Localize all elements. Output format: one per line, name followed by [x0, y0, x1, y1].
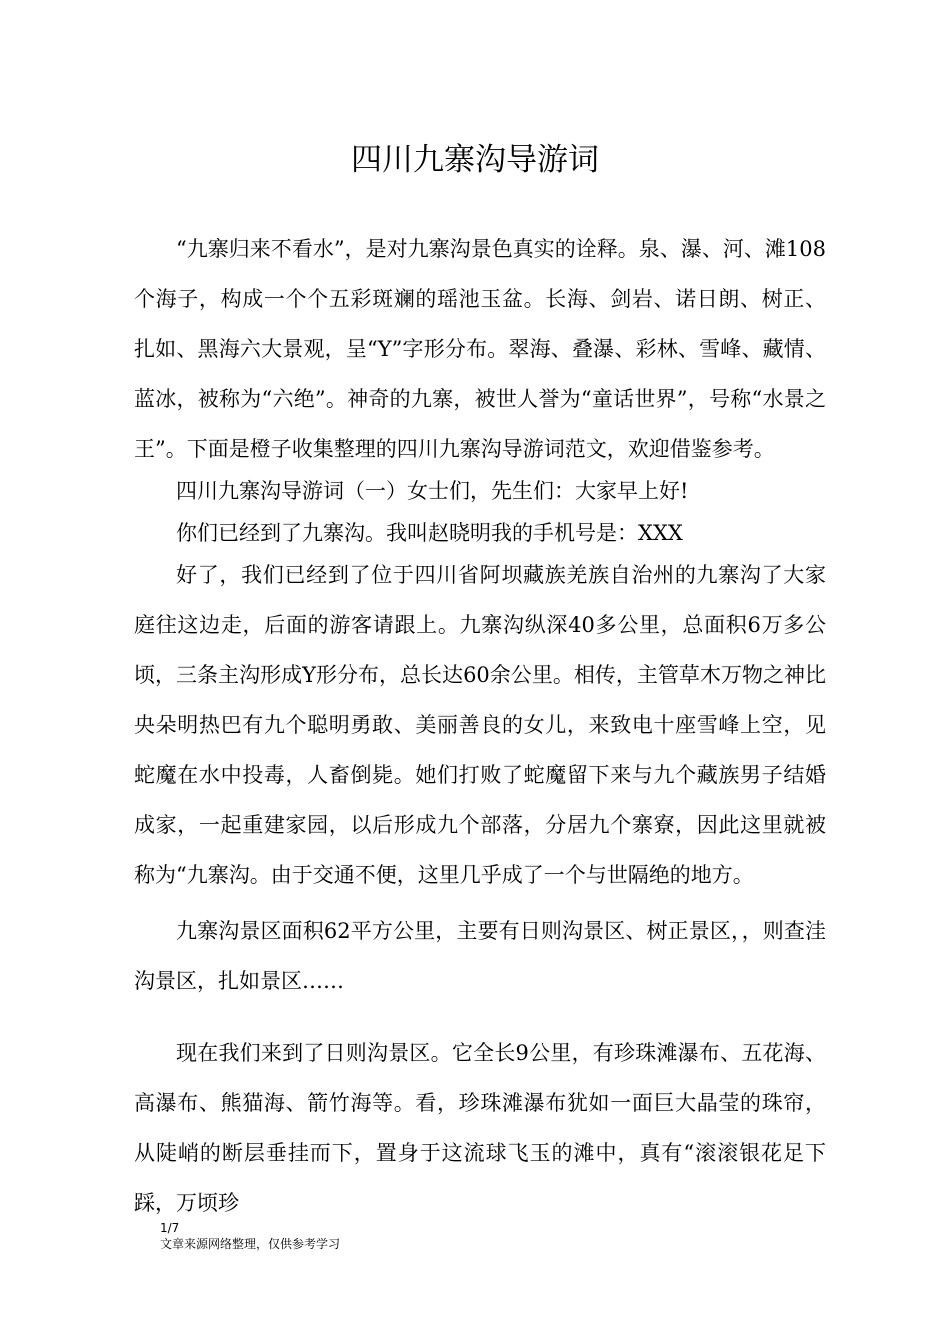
paragraph-legend: 好了，我们已经到了位于四川省阿坝藏族羌族自治州的九寨沟了大家庭往这边走，后面的游客请跟上。九寨沟纵深40多公里，总面积6万多公顷，三条主沟形成Y形分布，总长达60余公里。相传，主管草木万物之神比央朵明热巴有九个聪明勇敢、美丽善良的女儿，来致电十座雪峰上空，见蛇魔在水中投毒，人畜倒毙。她们打败了蛇魔留下来与九个藏族男子结婚成家，一起重建家园，以后形成九个部落，分居九个寨寮，因此这里就被称为“九寨沟。由于交通不便，这里几乎成了一个与世隔绝的地方。	[134, 563, 826, 887]
document-title: 四川九寨沟导游词	[351, 142, 599, 178]
document-body	[134, 224, 826, 1228]
paragraph-rize-valley: 现在我们来到了日则沟景区。它全长9公里，有珍珠滩瀑布、五花海、高瀑布、熊猫海、箭竹海等。看，珍珠滩瀑布犹如一面巨大晶莹的珠帘，从陡峭的断层垂挂而下，置身于这流球飞玉的滩中，真有“滚滚银花足下踩，万顷珍	[134, 1041, 826, 1215]
page-number: 1/7	[160, 1221, 180, 1235]
page-footer	[160, 1220, 340, 1252]
paragraph-greeting: 四川九寨沟导游词（一）女士们，先生们：大家早上好!	[176, 479, 689, 503]
paragraph-scenic-areas: 九寨沟景区面积62平方公里，主要有日则沟景区、树正景区，，则查洼沟景区，扎如景区……	[134, 919, 826, 993]
paragraph-intro: “九寨归来不看水”，是对九寨沟景色真实的诠释。泉、瀑、河、滩108个海子，构成一个个五彩斑斓的瑶池玉盆。长海、剑岩、诺日朗、树正、扎如、黑海六大景观，呈“Y”字形分布。翠海、叠瀑、彩林、雪峰、藏情、蓝冰，被称为“六绝”。神奇的九寨，被世人誉为“童话世界”，号称“水景之王”。下面是橙子收集整理的四川九寨沟导游词范文，欢迎借鉴参考。	[134, 237, 826, 461]
paragraph-guide-name: 你们已经到了九寨沟。我叫赵晓明我的手机号是：XXX	[176, 521, 683, 545]
source-note: 文章来源网络整理，仅供参考学习	[160, 1237, 341, 1251]
